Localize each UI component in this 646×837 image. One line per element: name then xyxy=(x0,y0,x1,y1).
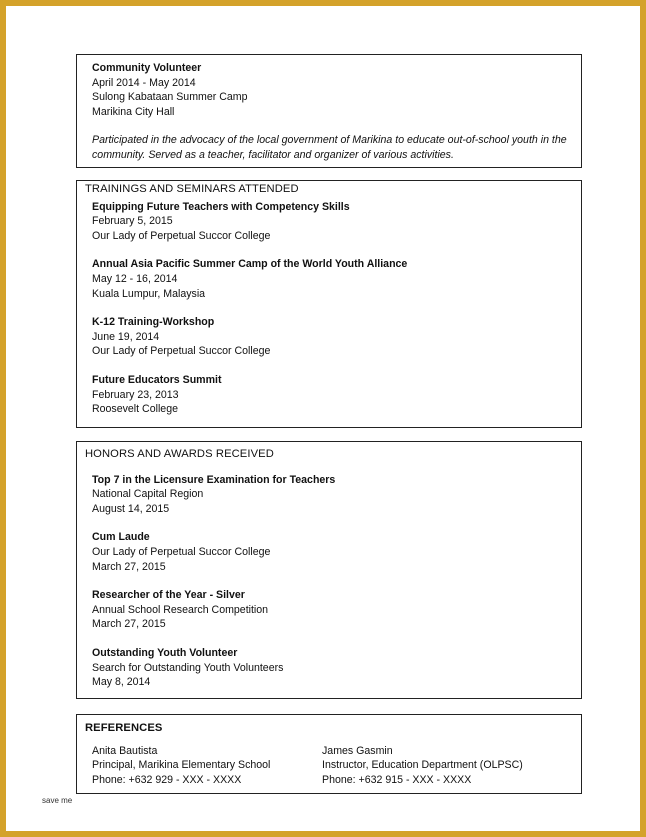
honor-org: Annual School Research Competition xyxy=(92,603,269,616)
honors-heading: HONORS AND AWARDS RECEIVED xyxy=(85,448,274,460)
honor-entry xyxy=(92,530,581,574)
honor-date: May 8, 2014 xyxy=(92,676,151,689)
document-page xyxy=(12,12,634,825)
honor-date: March 27, 2015 xyxy=(92,560,166,573)
honor-title: Researcher of the Year - Silver xyxy=(92,589,245,602)
reference-position: Principal, Marikina Elementary School xyxy=(92,759,271,772)
training-place: Roosevelt College xyxy=(92,403,178,416)
training-title: Future Educators Summit xyxy=(92,373,222,386)
volunteer-event: Sulong Kabataan Summer Camp xyxy=(92,91,248,104)
honor-org: Our Lady of Perpetual Succor College xyxy=(92,545,271,558)
training-title: K-12 Training-Workshop xyxy=(92,316,215,329)
training-title: Equipping Future Teachers with Competency Skills xyxy=(92,200,350,213)
reference-phone: Phone: +632 929 - XXX - XXXX xyxy=(92,773,242,786)
references-heading: REFERENCES xyxy=(85,722,163,734)
training-entry xyxy=(92,200,581,244)
volunteer-dates: April 2014 - May 2014 xyxy=(92,76,196,89)
volunteer-place: Marikina City Hall xyxy=(92,105,175,118)
honor-entry xyxy=(92,588,581,632)
reference-entry xyxy=(92,744,322,788)
footer-note: save me xyxy=(42,796,73,805)
reference-phone: Phone: +632 915 - XXX - XXXX xyxy=(322,773,472,786)
trainings-heading: TRAININGS AND SEMINARS ATTENDED xyxy=(85,183,299,195)
training-place: Our Lady of Perpetual Succor College xyxy=(92,345,271,358)
training-date: June 19, 2014 xyxy=(92,330,160,343)
training-entry xyxy=(92,257,581,301)
trainings-section xyxy=(76,180,582,428)
honor-entry xyxy=(92,646,581,690)
volunteer-title: Community Volunteer xyxy=(92,62,202,74)
training-entry xyxy=(92,315,581,359)
reference-position: Instructor, Education Department (OLPSC) xyxy=(322,759,523,772)
honor-org: Search for Outstanding Youth Volunteers xyxy=(92,661,284,674)
honor-date: March 27, 2015 xyxy=(92,618,166,631)
honor-org: National Capital Region xyxy=(92,488,204,501)
training-date: February 5, 2015 xyxy=(92,215,173,228)
training-place: Kuala Lumpur, Malaysia xyxy=(92,287,206,300)
volunteer-description: Participated in the advocacy of the local government of Marikina to educate out-of-school youth in the community. Served as a teacher, facilitator and organizer of various activities. xyxy=(92,134,567,161)
reference-entry xyxy=(322,744,552,788)
training-date: February 23, 2013 xyxy=(92,388,179,401)
honors-section xyxy=(76,441,582,699)
honor-title: Top 7 in the Licensure Examination for Teachers xyxy=(92,473,336,486)
reference-name: James Gasmin xyxy=(322,744,393,757)
training-place: Our Lady of Perpetual Succor College xyxy=(92,229,271,242)
references-section xyxy=(76,714,582,794)
honor-date: August 14, 2015 xyxy=(92,502,170,515)
training-title: Annual Asia Pacific Summer Camp of the World Youth Alliance xyxy=(92,258,408,271)
reference-name: Anita Bautista xyxy=(92,744,158,757)
training-date: May 12 - 16, 2014 xyxy=(92,272,178,285)
honor-title: Cum Laude xyxy=(92,531,150,544)
training-entry xyxy=(92,373,581,417)
honor-title: Outstanding Youth Volunteer xyxy=(92,646,238,659)
references-list xyxy=(77,744,581,788)
volunteer-section xyxy=(76,54,582,168)
honor-entry xyxy=(92,473,581,517)
